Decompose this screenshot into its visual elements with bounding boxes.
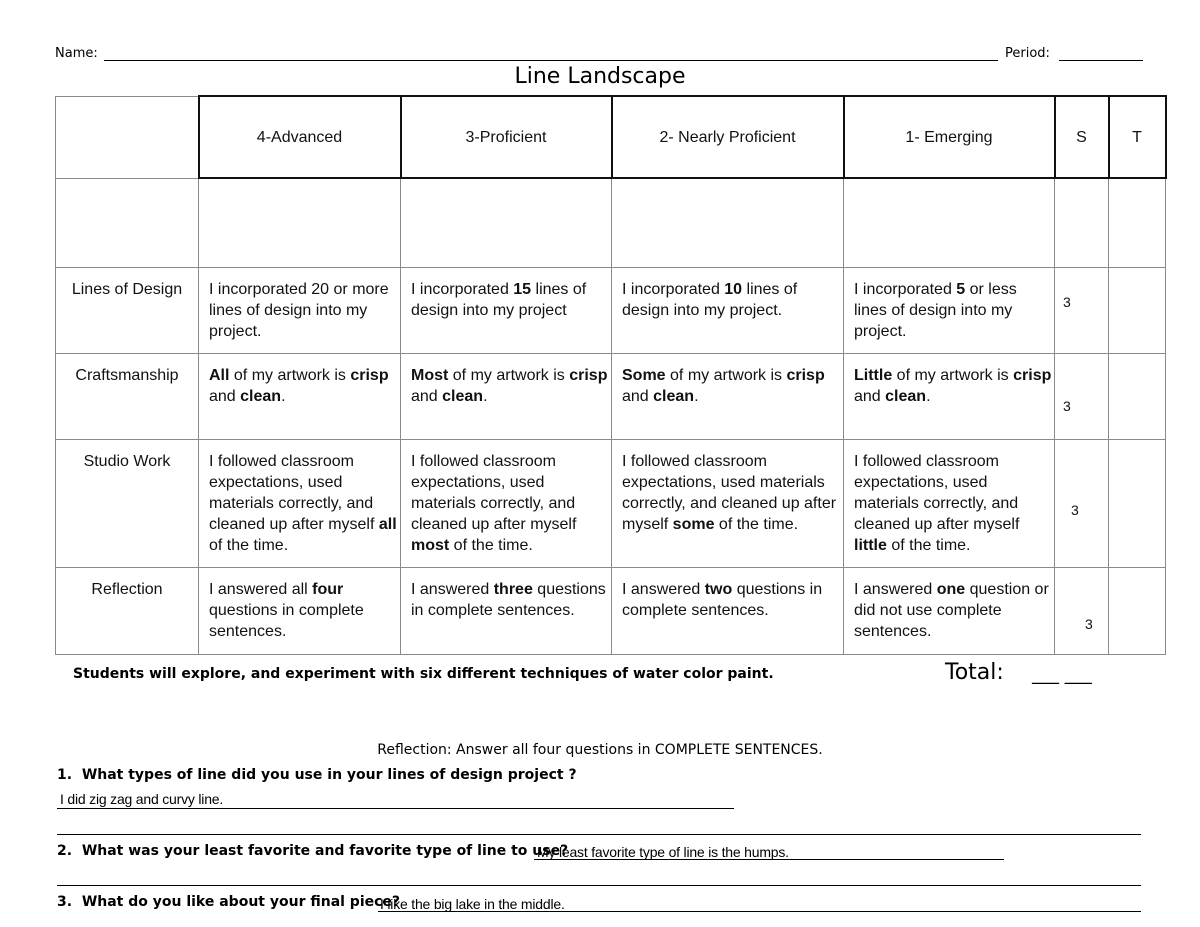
answer-1-extra-line [57, 834, 1141, 835]
row-label-craftsmanship: Craftsmanship [56, 353, 199, 439]
row-reflection [56, 567, 1166, 654]
period-field[interactable] [1059, 60, 1143, 61]
cell-reflection-emerging: I answered one question or did not use complete sentences. [844, 567, 1055, 654]
question-1: 1. What types of line did you use in your lines of design project ? [57, 767, 577, 783]
row-label-studio-work: Studio Work [56, 439, 199, 567]
question-2: 2. What was your least favorite and favorite type of line to use? [57, 843, 569, 859]
cell-lines-proficient: I incorporated 15 lines of design into my project [401, 267, 612, 353]
col-header-proficient: 3-Proficient [401, 96, 612, 178]
answer-1-line [57, 808, 734, 809]
score-craft-teacher[interactable] [1109, 353, 1166, 439]
score-reflection-student[interactable]: 3 [1055, 567, 1109, 654]
answer-2[interactable]: My least favorite type of line is the humps. [537, 844, 789, 860]
page-title: Line Landscape [514, 64, 686, 89]
cell-reflection-advanced: I answered all four questions in complete sentences. [199, 567, 401, 654]
row-lines-of-design [56, 267, 1166, 353]
answer-1[interactable]: I did zig zag and curvy line. [60, 791, 224, 807]
cell-reflection-proficient: I answered three questions in complete sentences. [401, 567, 612, 654]
cell-craft-advanced: All of my artwork is crisp and clean. [199, 353, 401, 439]
score-lines-teacher[interactable] [1109, 267, 1166, 353]
total-blanks[interactable]: ___ ___ [1032, 664, 1092, 685]
score-craft-student[interactable]: 3 [1055, 353, 1109, 439]
name-label: Name: [55, 46, 98, 61]
cell-lines-nearly-proficient: I incorporated 10 lines of design into my project. [612, 267, 844, 353]
cell-craft-nearly-proficient: Some of my artwork is crisp and clean. [612, 353, 844, 439]
cell-lines-emerging: I incorporated 5 or less lines of design into my project. [844, 267, 1055, 353]
cell-lines-advanced: I incorporated 20 or more lines of design into my project. [199, 267, 401, 353]
cell-craft-emerging: Little of my artwork is crisp and clean. [844, 353, 1055, 439]
col-header-student-score: S [1055, 96, 1109, 178]
answer-2-line [534, 859, 1004, 860]
answer-3[interactable]: I like the big lake in the middle. [380, 896, 565, 912]
score-reflection-teacher[interactable] [1109, 567, 1166, 654]
answer-3-line [378, 911, 1141, 912]
objective-text: Students will explore, and experiment with six different techniques of water color paint. [73, 666, 774, 682]
cell-reflection-nearly-proficient: I answered two questions in complete sentences. [612, 567, 844, 654]
rubric-table [55, 95, 1167, 655]
cell-studio-proficient: I followed classroom expectations, used materials correctly, and cleaned up after myself most of the time. [401, 439, 612, 567]
col-header-emerging: 1- Emerging [844, 96, 1055, 178]
col-header-nearly-proficient: 2- Nearly Proficient [612, 96, 844, 178]
cell-craft-proficient: Most of my artwork is crisp and clean. [401, 353, 612, 439]
col-header-advanced: 4-Advanced [199, 96, 401, 178]
row-craftsmanship [56, 353, 1166, 439]
row-label-lines-of-design: Lines of Design [56, 267, 199, 353]
blank-row [56, 178, 1166, 267]
answer-2-extra-line [57, 885, 1141, 886]
row-studio-work [56, 439, 1166, 567]
score-studio-teacher[interactable] [1109, 439, 1166, 567]
rubric-header-row [56, 96, 1166, 178]
col-header-teacher-score: T [1109, 96, 1166, 178]
row-label-reflection: Reflection [56, 567, 199, 654]
cell-studio-advanced: I followed classroom expectations, used materials correctly, and cleaned up after myself all of the time. [199, 439, 401, 567]
total-label: Total: [945, 660, 1004, 685]
score-studio-student[interactable]: 3 [1055, 439, 1109, 567]
corner-cell [56, 96, 199, 178]
cell-studio-emerging: I followed classroom expectations, used materials correctly, and cleaned up after myself little of the time. [844, 439, 1055, 567]
reflection-heading: Reflection: Answer all four questions in COMPLETE SENTENCES. [377, 742, 823, 758]
name-field[interactable] [104, 60, 998, 61]
cell-studio-nearly-proficient: I followed classroom expectations, used materials correctly, and cleaned up after myself some of the time. [612, 439, 844, 567]
question-3: 3. What do you like about your final piece? [57, 894, 401, 910]
period-label: Period: [1005, 46, 1050, 61]
score-lines-student[interactable]: 3 [1055, 267, 1109, 353]
